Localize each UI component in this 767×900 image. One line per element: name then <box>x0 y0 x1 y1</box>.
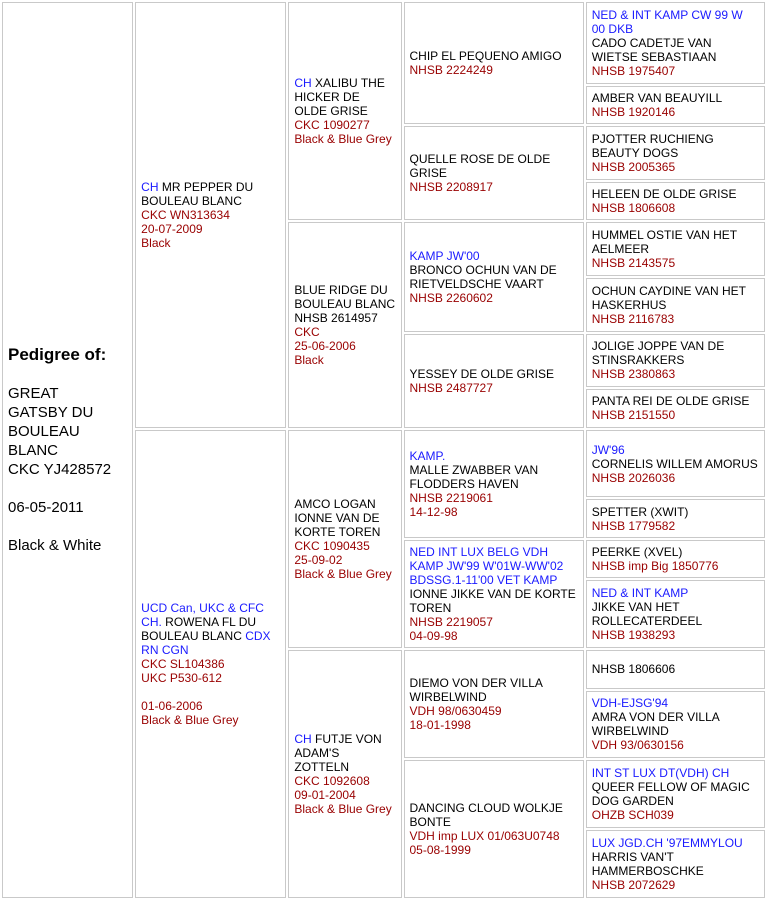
g2-reg: CKC 1090277 <box>294 118 370 133</box>
g2-color: Black <box>294 353 324 368</box>
g3-reg: NHSB 2208917 <box>409 180 493 195</box>
g4-reg: VDH 93/0630156 <box>591 738 684 753</box>
g2-cell <box>288 430 401 648</box>
subject-dob: 06-05-2011 <box>8 499 84 516</box>
g3-dob: 04-09-98 <box>409 629 458 644</box>
g2-cell <box>288 650 401 898</box>
g4-name: SPETTER (XWIT) <box>591 504 689 519</box>
g3-title: KAMP JW'00 <box>409 249 480 264</box>
g3-name: CHIP EL PEQUENO AMIGO <box>409 49 562 64</box>
g3-name: IONNE JIKKE VAN DE KORTE TOREN <box>409 587 576 616</box>
subject-registration: CKC YJ428572 <box>8 461 112 478</box>
g3-reg: VDH 98/0630459 <box>409 704 502 719</box>
sire-name: MR PEPPER DU BOULEAU BLANC <box>141 179 254 208</box>
g4-cell <box>586 830 765 898</box>
g3-name: DANCING CLOUD WOLKJE BONTE <box>409 801 563 830</box>
dam-title-suffix: CDX RN CGN <box>141 628 271 657</box>
sire-dob: 20-07-2009 <box>141 221 203 236</box>
g2-reg: NHSB 2614957 <box>294 311 378 326</box>
g3-name: QUELLE ROSE DE OLDE GRISE <box>409 152 551 181</box>
g4-cell <box>586 222 765 276</box>
g2-dob: 25-06-2006 <box>294 339 356 354</box>
g2-name: XALIBU THE HICKER DE OLDE GRISE <box>294 76 385 119</box>
g4-name: HELEEN DE OLDE GRISE <box>591 187 737 202</box>
g3-reg: NHSB 2219057 <box>409 615 493 630</box>
g3-cell <box>404 540 584 648</box>
subject-color: Black & White <box>8 537 102 554</box>
g4-reg: NHSB 2151550 <box>591 408 676 423</box>
subject-cell <box>2 2 133 898</box>
g3-name: MALLE ZWABBER VAN FLODDERS HAVEN <box>409 462 539 491</box>
g4-cell <box>586 540 765 578</box>
g4-name: AMRA VON DER VILLA WIRBELWIND <box>591 710 720 739</box>
g4-name: PJOTTER RUCHIENG BEAUTY DOGS <box>591 132 714 161</box>
g2-cell <box>288 222 401 427</box>
g4-reg: NHSB 1975407 <box>591 63 676 78</box>
g4-reg: NHSB 1920146 <box>591 105 676 120</box>
g3-cell <box>404 430 584 538</box>
g4-cell <box>586 760 765 828</box>
g3-name: DIEMO VON DER VILLA WIRBELWIND <box>409 676 543 705</box>
g4-cell <box>586 2 765 84</box>
g3-dob: 05-08-1999 <box>409 843 471 858</box>
g4-cell <box>586 691 765 759</box>
g4-title: LUX JGD.CH '97EMMYLOU <box>591 836 743 851</box>
g4-cell <box>586 86 765 124</box>
dam-color: Black & Blue Grey <box>141 712 239 727</box>
g4-reg: NHSB 2005365 <box>591 160 676 175</box>
g4-name: PANTA REI DE OLDE GRISE <box>591 394 750 409</box>
g2-reg: CKC <box>294 325 320 340</box>
g3-cell <box>404 760 584 898</box>
g3-dob: 18-01-1998 <box>409 718 471 733</box>
subject-name-line: BOULEAU <box>8 423 80 440</box>
g3-cell <box>404 334 584 428</box>
sire-cell <box>135 2 286 428</box>
g2-title: CH <box>294 76 312 91</box>
g2-dob: 25-09-02 <box>294 552 343 567</box>
g4-cell <box>586 650 765 688</box>
g4-title: VDH-EJSG'94 <box>591 696 669 711</box>
dam-reg-ukc: UKC P530-612 <box>141 670 222 685</box>
g4-title: NED & INT KAMP <box>591 586 689 601</box>
g4-reg: NHSB 1806608 <box>591 201 676 216</box>
g2-reg: CKC 1092608 <box>294 774 370 789</box>
g2-color: Black & Blue Grey <box>294 132 392 147</box>
g3-title: KAMP. <box>409 448 446 463</box>
g4-cell <box>586 334 765 388</box>
dam-dob: 01-06-2006 <box>141 698 203 713</box>
subject-name-line: GREAT <box>8 385 59 402</box>
g4-cell <box>586 182 765 220</box>
g4-title: JW'96 <box>591 442 625 457</box>
g4-reg: NHSB 2116783 <box>591 311 675 326</box>
g3-dob: 14-12-98 <box>409 504 458 519</box>
g2-color: Black & Blue Grey <box>294 802 392 817</box>
dam-name: ROWENA FL DU BOULEAU BLANC <box>141 614 257 643</box>
g4-name: HUMMEL OSTIE VAN HET AELMEER <box>591 228 737 257</box>
g3-cell <box>404 222 584 331</box>
g4-reg: NHSB 2143575 <box>591 256 676 271</box>
g4-cell <box>586 126 765 180</box>
subject-name-line: BLANC <box>8 442 59 459</box>
g3-cell <box>404 126 584 220</box>
g4-reg: NHSB imp Big 1850776 <box>591 559 719 574</box>
g4-name: QUEER FELLOW OF MAGIC DOG GARDEN <box>591 780 750 809</box>
g3-cell <box>404 650 584 758</box>
g4-reg: OHZB SCH039 <box>591 808 674 823</box>
g3-name: YESSEY DE OLDE GRISE <box>409 366 554 381</box>
g4-cell <box>586 278 765 332</box>
g2-cell <box>288 2 401 220</box>
dam-title: UCD Can, UKC & CFC CH. <box>141 600 264 629</box>
g3-title: NED INT LUX BELG VDH KAMP JW'99 W'01W-WW'02 BDSSG.1-11'00 VET KAMP <box>409 545 564 588</box>
g4-name: PEERKE (XVEL) <box>591 545 683 560</box>
g4-name: JOLIGE JOPPE VAN DE STINSRAKKERS <box>591 339 725 368</box>
g4-name: AMBER VAN BEAUYILL <box>591 91 723 106</box>
g2-color: Black & Blue Grey <box>294 566 392 581</box>
dam-cell <box>135 430 286 898</box>
g2-name: FUTJE VON ADAM'S ZOTTELN <box>294 732 382 775</box>
g3-reg: NHSB 2487727 <box>409 380 493 395</box>
g4-cell <box>586 389 765 427</box>
g3-reg: NHSB 2260602 <box>409 291 493 306</box>
g4-name: OCHUN CAYDINE VAN HET HASKERHUS <box>591 283 746 312</box>
g4-reg: NHSB 1938293 <box>591 628 676 643</box>
g2-name: BLUE RIDGE DU BOULEAU BLANC <box>294 283 396 312</box>
g4-cell <box>586 430 765 498</box>
g3-cell <box>404 2 584 124</box>
dam-reg-ckc: CKC SL104386 <box>141 656 225 671</box>
g3-name: BRONCO OCHUN VAN DE RIETVELDSCHE VAART <box>409 263 557 292</box>
g4-name: JIKKE VAN HET ROLLECATERDEEL <box>591 600 703 629</box>
g4-cell <box>586 580 765 648</box>
g2-dob: 09-01-2004 <box>294 788 356 803</box>
g4-name: HARRIS VAN'T HAMMERBOSCHKE <box>591 850 704 879</box>
g3-reg: NHSB 2219061 <box>409 490 493 505</box>
g4-cell <box>586 499 765 537</box>
sire-reg: CKC WN313634 <box>141 207 230 222</box>
g3-reg: VDH imp LUX 01/063U0748 <box>409 829 560 844</box>
g4-reg: NHSB 2026036 <box>591 470 676 485</box>
g2-name: AMCO LOGAN IONNE VAN DE KORTE TOREN <box>294 496 381 539</box>
subject-name-line: GATSBY DU <box>8 404 94 421</box>
g4-reg: NHSB 1779582 <box>591 518 676 533</box>
g2-title: CH <box>294 732 312 747</box>
sire-title: CH <box>141 179 159 194</box>
sire-color: Black <box>141 235 171 250</box>
g4-name: NHSB 1806606 <box>591 662 676 677</box>
g4-name: CORNELIS WILLEM AMORUS <box>591 456 758 471</box>
g4-reg: NHSB 2072629 <box>591 878 676 893</box>
g4-reg: NHSB 2380863 <box>591 367 676 382</box>
g4-name: CADO CADETJE VAN WIETSE SEBASTIAAN <box>591 35 717 64</box>
g4-title: INT ST LUX DT(VDH) CH <box>591 766 730 781</box>
pedigree-heading: Pedigree of: <box>8 345 107 364</box>
g3-reg: NHSB 2224249 <box>409 63 493 78</box>
g4-title: NED & INT KAMP CW 99 W 00 DKB <box>591 7 743 36</box>
g2-reg: CKC 1090435 <box>294 538 370 553</box>
